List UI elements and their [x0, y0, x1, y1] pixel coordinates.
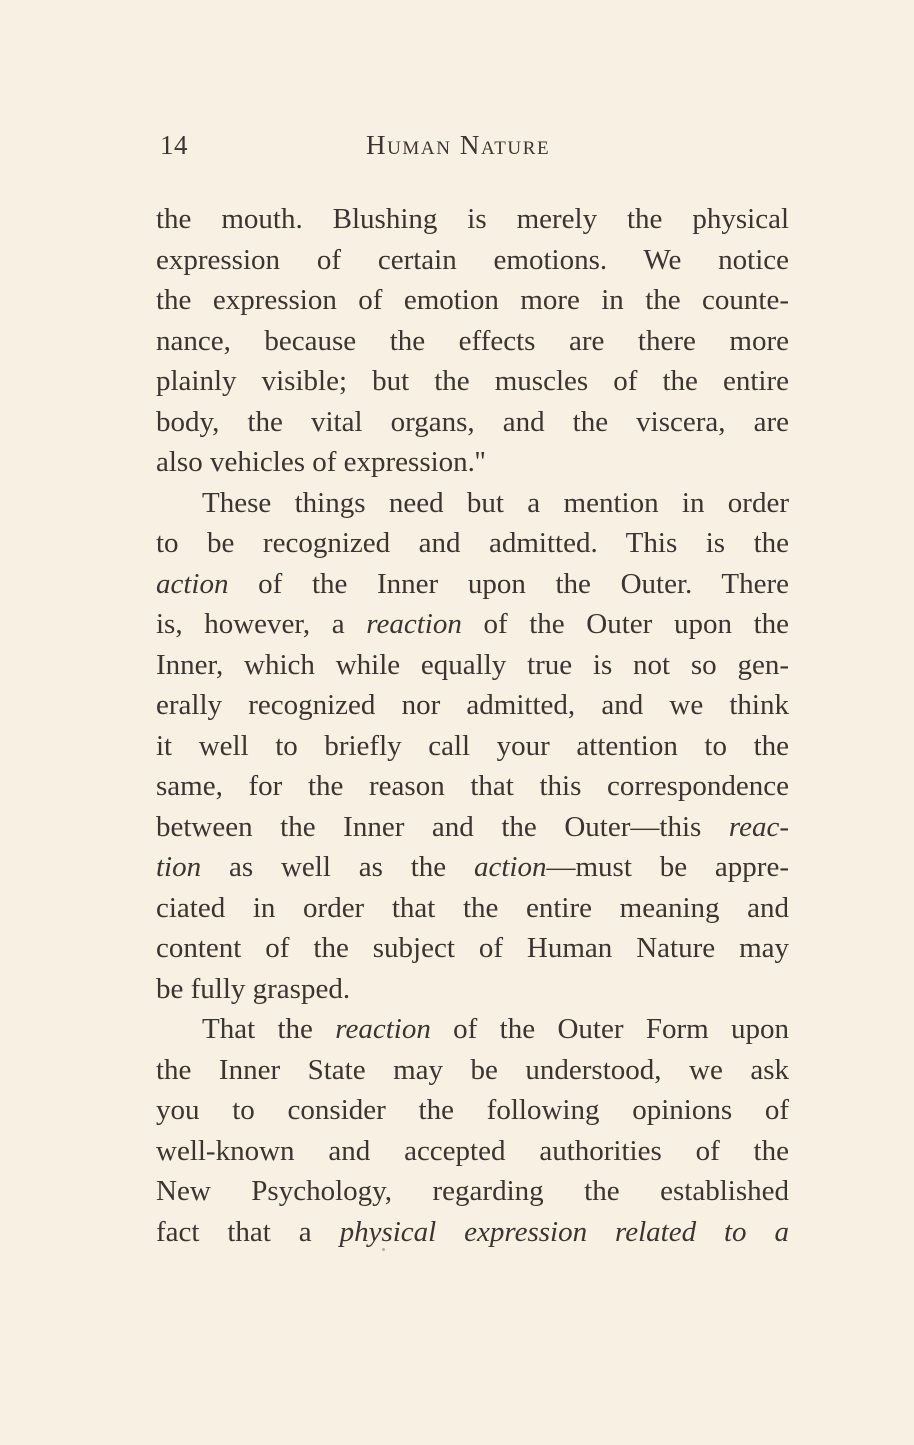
body-text: [156, 199, 789, 1252]
text-line: expression of certain emotions. We notice: [156, 243, 789, 276]
text-line: These things need but a mention in order: [202, 486, 789, 519]
text-line: fact that a physical expression related to a: [156, 1215, 789, 1248]
text-line: same, for the reason that this correspondence: [156, 770, 789, 802]
text-line: content of the subject of Human Nature may: [156, 932, 789, 964]
text-line: the Inner State may be understood, we ask: [156, 1053, 789, 1086]
page-number: 14: [160, 130, 188, 160]
text-line: That the reaction of the Outer Form upon: [202, 1013, 789, 1045]
text-line: you to consider the following opinions of: [156, 1094, 789, 1126]
text-line: to be recognized and admitted. This is the: [156, 527, 789, 559]
text-line: it well to briefly call your attention to the: [156, 729, 789, 762]
paper-speck: [382, 1248, 385, 1251]
text-line: tion as well as the action—must be appre-: [156, 851, 789, 883]
text-line: well-known and accepted authorities of the: [156, 1134, 789, 1167]
text-line: action of the Inner upon the Outer. There: [156, 567, 789, 600]
text-line: body, the vital organs, and the viscera, are: [156, 405, 789, 438]
text-line: New Psychology, regarding the established: [156, 1175, 789, 1207]
text-line: be fully grasped.: [156, 972, 351, 1005]
italic-word: reaction: [366, 608, 462, 640]
text-line: ciated in order that the entire meaning and: [156, 891, 789, 924]
italic-phrase: physical expression related to a: [339, 1215, 789, 1248]
text-line: erally recognized nor admitted, and we think: [156, 689, 789, 721]
text-line: between the Inner and the Outer—this reac-: [156, 810, 789, 843]
page-header: [160, 130, 790, 166]
italic-word: tion: [156, 851, 202, 883]
italic-word: reaction: [335, 1013, 431, 1045]
text-line: is, however, a reaction of the Outer upon the: [156, 608, 789, 640]
italic-word: action: [156, 567, 229, 600]
text-line: nance, because the effects are there more: [156, 324, 789, 357]
text-line: also vehicles of expression.'': [156, 446, 486, 478]
italic-word: action: [473, 851, 547, 883]
text-line: Inner, which while equally true is not so gen-: [156, 648, 789, 681]
text-line: the mouth. Blushing is merely the physical: [156, 203, 789, 235]
italic-word: reac-: [728, 810, 789, 843]
running-title: Human Nature: [366, 130, 551, 160]
text-line: the expression of emotion more in the counte-: [156, 284, 789, 316]
text-line: plainly visible; but the muscles of the entire: [156, 365, 789, 397]
